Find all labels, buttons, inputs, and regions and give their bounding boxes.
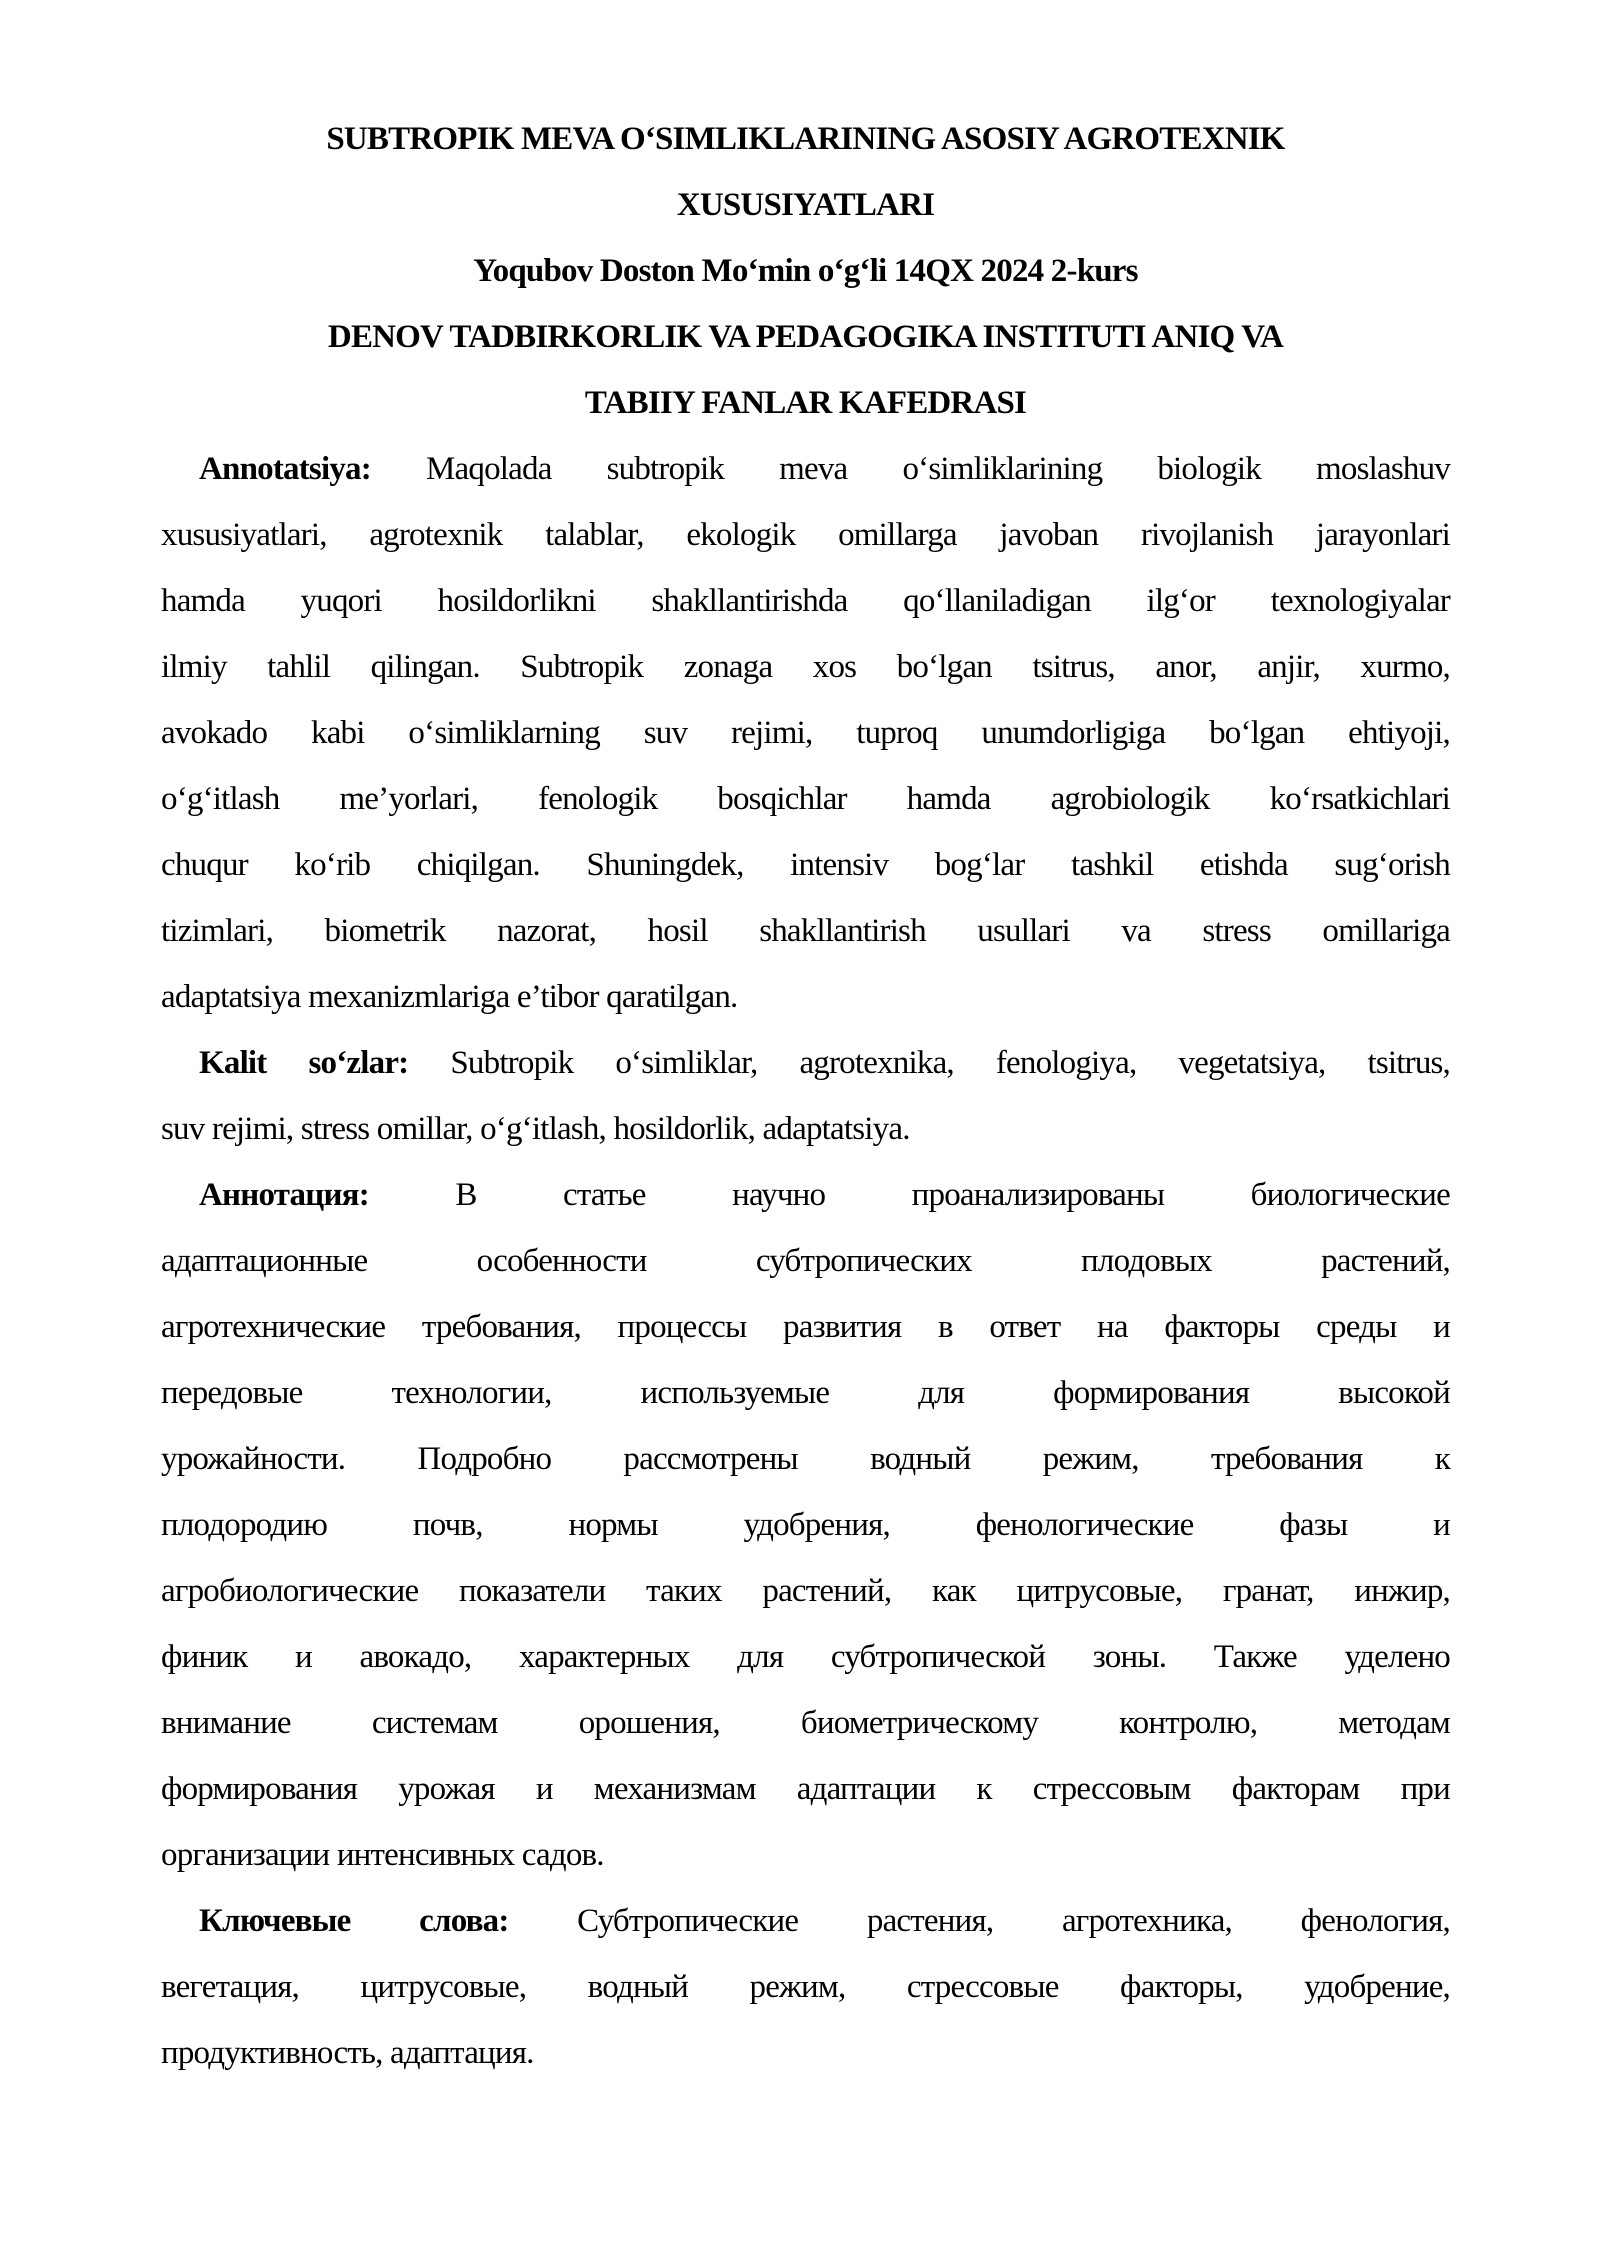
paragraph-1-line-1: Annotatsiya: Maqolada subtropik meva o‘simliklarining biologik moslashuv: [199, 451, 1450, 487]
paragraph-label: Аннотация:: [199, 1177, 369, 1213]
document-content: [161, 106, 1450, 2086]
paragraph-1-line-7: chuqur ko‘rib chiqilgan. Shuningdek, intensiv bog‘lar tashkil etishda sug‘orish: [161, 847, 1450, 883]
paragraph-3-line-3: агротехнические требования, процессы развития в ответ на факторы среды и: [161, 1309, 1450, 1345]
paragraph-3-line-11: организации интенсивных садов.: [161, 1837, 604, 1873]
document-paragraphs: [161, 436, 1450, 2086]
document-title-block: [161, 106, 1450, 436]
paragraph-3-line-6: плодородию почв, нормы удобрения, фенологические фазы и: [161, 1507, 1450, 1543]
paragraph-label: Annotatsiya:: [199, 451, 371, 487]
paragraph-1-line-2: xususiyatlari, agrotexnik talablar, ekologik omillarga javoban rivojlanish jarayonlari: [161, 517, 1450, 553]
paragraph-1-line-3: hamda yuqori hosildorlikni shakllantirishda qo‘llaniladigan ilg‘or texnologiyalar: [161, 583, 1450, 619]
paragraph-1-line-9: adaptatsiya mexanizmlariga e’tibor qaratilgan.: [161, 979, 738, 1015]
paragraph-1-line-6: o‘g‘itlash me’yorlari, fenologik bosqichlar hamda agrobiologik ko‘rsatkichlari: [161, 781, 1450, 817]
paragraph-4-line-2: вегетация, цитрусовые, водный режим, стрессовые факторы, удобрение,: [161, 1969, 1450, 2005]
paragraph-3-line-9: внимание системам орошения, биометрическому контролю, методам: [161, 1705, 1450, 1741]
paragraph-3-line-5: урожайности. Подробно рассмотрены водный режим, требования к: [161, 1441, 1450, 1477]
paragraph-4-line-3: продуктивность, адаптация.: [161, 2035, 534, 2071]
title-line-3: Yoqubov Doston Mo‘min o‘g‘li 14QX 2024 2-kurs: [473, 253, 1138, 289]
paragraph-2-line-1: Kalit so‘zlar: Subtropik o‘simliklar, agrotexnika, fenologiya, vegetatsiya, tsitrus,: [199, 1045, 1451, 1081]
paragraph-3-line-1: Аннотация: В статье научно проанализированы биологические: [199, 1177, 1450, 1213]
paragraph-1-line-4: ilmiy tahlil qilingan. Subtropik zonaga xos bo‘lgan tsitrus, anor, anjir, xurmo,: [161, 649, 1450, 685]
paragraph-3-line-7: агробиологические показатели таких растений, как цитрусовые, гранат, инжир,: [161, 1573, 1450, 1609]
paragraph-4: [161, 1888, 1450, 2086]
paragraph-3: [161, 1162, 1450, 1888]
paragraph-1: [161, 436, 1450, 1030]
paragraph-2-line-2: suv rejimi, stress omillar, o‘g‘itlash, hosildorlik, adaptatsiya.: [161, 1111, 910, 1147]
title-line-1: SUBTROPIK MEVA O‘SIMLIKLARINING ASOSIY AGROTEXNIK: [326, 121, 1285, 157]
paragraph-label: Ключевые слова:: [199, 1903, 509, 1939]
paragraph-2: [161, 1030, 1450, 1162]
paragraph-3-line-10: формирования урожая и механизмам адаптации к стрессовым факторам при: [161, 1771, 1450, 1807]
paragraph-4-line-1: Ключевые слова: Субтропические растения, агротехника, фенология,: [199, 1903, 1450, 1939]
paragraph-1-line-8: tizimlari, biometrik nazorat, hosil shakllantirish usullari va stress omillariga: [161, 913, 1450, 949]
paragraph-1-line-5: avokado kabi o‘simliklarning suv rejimi, tuproq unumdorligiga bo‘lgan ehtiyoji,: [161, 715, 1450, 751]
paragraph-3-line-4: передовые технологии, используемые для формирования высокой: [161, 1375, 1450, 1411]
paragraph-3-line-8: финик и авокадо, характерных для субтропической зоны. Также уделено: [161, 1639, 1450, 1675]
paragraph-3-line-2: адаптационные особенности субтропических плодовых растений,: [161, 1243, 1450, 1279]
title-line-4: DENOV TADBIRKORLIK VA PEDAGOGIKA INSTITUTI ANIQ VA: [327, 319, 1284, 355]
title-line-2: XUSUSIYATLARI: [676, 187, 935, 223]
paragraph-label: Kalit so‘zlar:: [199, 1045, 409, 1081]
title-line-5: TABIIY FANLAR KAFEDRASI: [584, 385, 1027, 421]
